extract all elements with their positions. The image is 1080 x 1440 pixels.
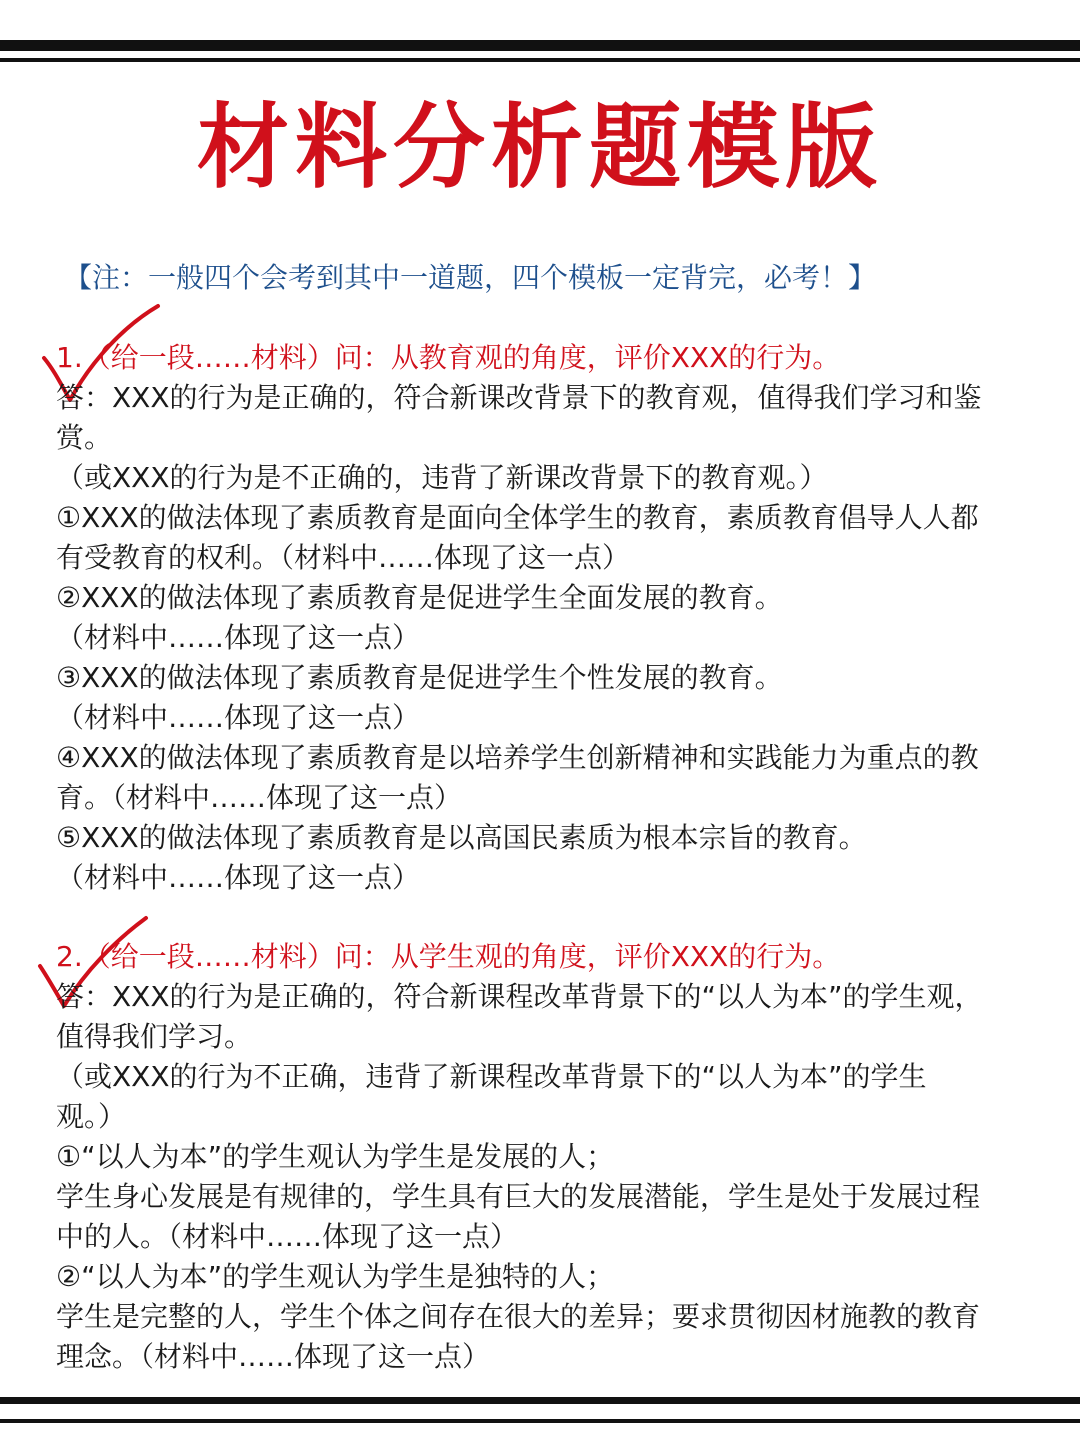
section-1 bbox=[56, 338, 1036, 898]
answer-line: 理念。（材料中……体现了这一点） bbox=[56, 1340, 491, 1373]
answer-line: ④XXX的做法体现了素质教育是以培养学生创新精神和实践能力为重点的教 bbox=[56, 741, 979, 774]
answer-line: （或XXX的行为不正确，违背了新课程改革背景下的“以人为本”的学生 bbox=[56, 1060, 927, 1093]
answer-line: 育。（材料中……体现了这一点） bbox=[56, 781, 463, 814]
bottom-border-thin bbox=[0, 1419, 1080, 1423]
answer-line: ②XXX的做法体现了素质教育是促进学生全面发展的教育。 bbox=[56, 581, 783, 614]
answer-line: ①“以人为本”的学生观认为学生是发展的人； bbox=[56, 1140, 615, 1173]
answer-line: 答：XXX的行为是正确的，符合新课改背景下的教育观，值得我们学习和鉴 bbox=[56, 381, 982, 414]
question-1-heading: 1.（给一段……材料）问：从教育观的角度，评价XXX的行为。 bbox=[56, 341, 841, 374]
question-2-heading: 2.（给一段……材料）问：从学生观的角度，评价XXX的行为。 bbox=[56, 940, 841, 973]
answer-line: ①XXX的做法体现了素质教育是面向全体学生的教育，素质教育倡导人人都 bbox=[56, 501, 979, 534]
answer-line: （材料中……体现了这一点） bbox=[56, 621, 421, 654]
answer-line: 中的人。（材料中……体现了这一点） bbox=[56, 1220, 519, 1253]
answer-line: 值得我们学习。 bbox=[56, 1020, 253, 1053]
note-text: 【注：一般四个会考到其中一道题，四个模板一定背完，必考！】 bbox=[64, 261, 877, 294]
answer-line: （材料中……体现了这一点） bbox=[56, 701, 421, 734]
answer-line: ⑤XXX的做法体现了素质教育是以高国民素质为根本宗旨的教育。 bbox=[56, 821, 867, 854]
answer-line: ②“以人为本”的学生观认为学生是独特的人； bbox=[56, 1260, 615, 1293]
section-2 bbox=[56, 937, 1036, 1377]
answer-line: ③XXX的做法体现了素质教育是促进学生个性发展的教育。 bbox=[56, 661, 783, 694]
answer-line: 学生是完整的人，学生个体之间存在很大的差异；要求贯彻因材施教的教育 bbox=[56, 1300, 981, 1333]
answer-line: （材料中……体现了这一点） bbox=[56, 861, 421, 894]
answer-line: 观。） bbox=[56, 1100, 127, 1133]
top-border-thin bbox=[0, 58, 1080, 62]
answer-line: （或XXX的行为是不正确的，违背了新课改背景下的教育观。） bbox=[56, 461, 828, 494]
answer-line: 答：XXX的行为是正确的，符合新课程改革背景下的“以人为本”的学生观， bbox=[56, 980, 983, 1013]
answer-line: 学生身心发展是有规律的，学生具有巨大的发展潜能，学生是处于发展过程 bbox=[56, 1180, 981, 1213]
answer-line: 赏。 bbox=[56, 421, 113, 454]
top-border-thick bbox=[0, 40, 1080, 51]
bottom-border-thick bbox=[0, 1397, 1080, 1404]
answer-line: 有受教育的权利。（材料中……体现了这一点） bbox=[56, 541, 631, 574]
page-title: 材料分析题模版 bbox=[196, 94, 883, 201]
